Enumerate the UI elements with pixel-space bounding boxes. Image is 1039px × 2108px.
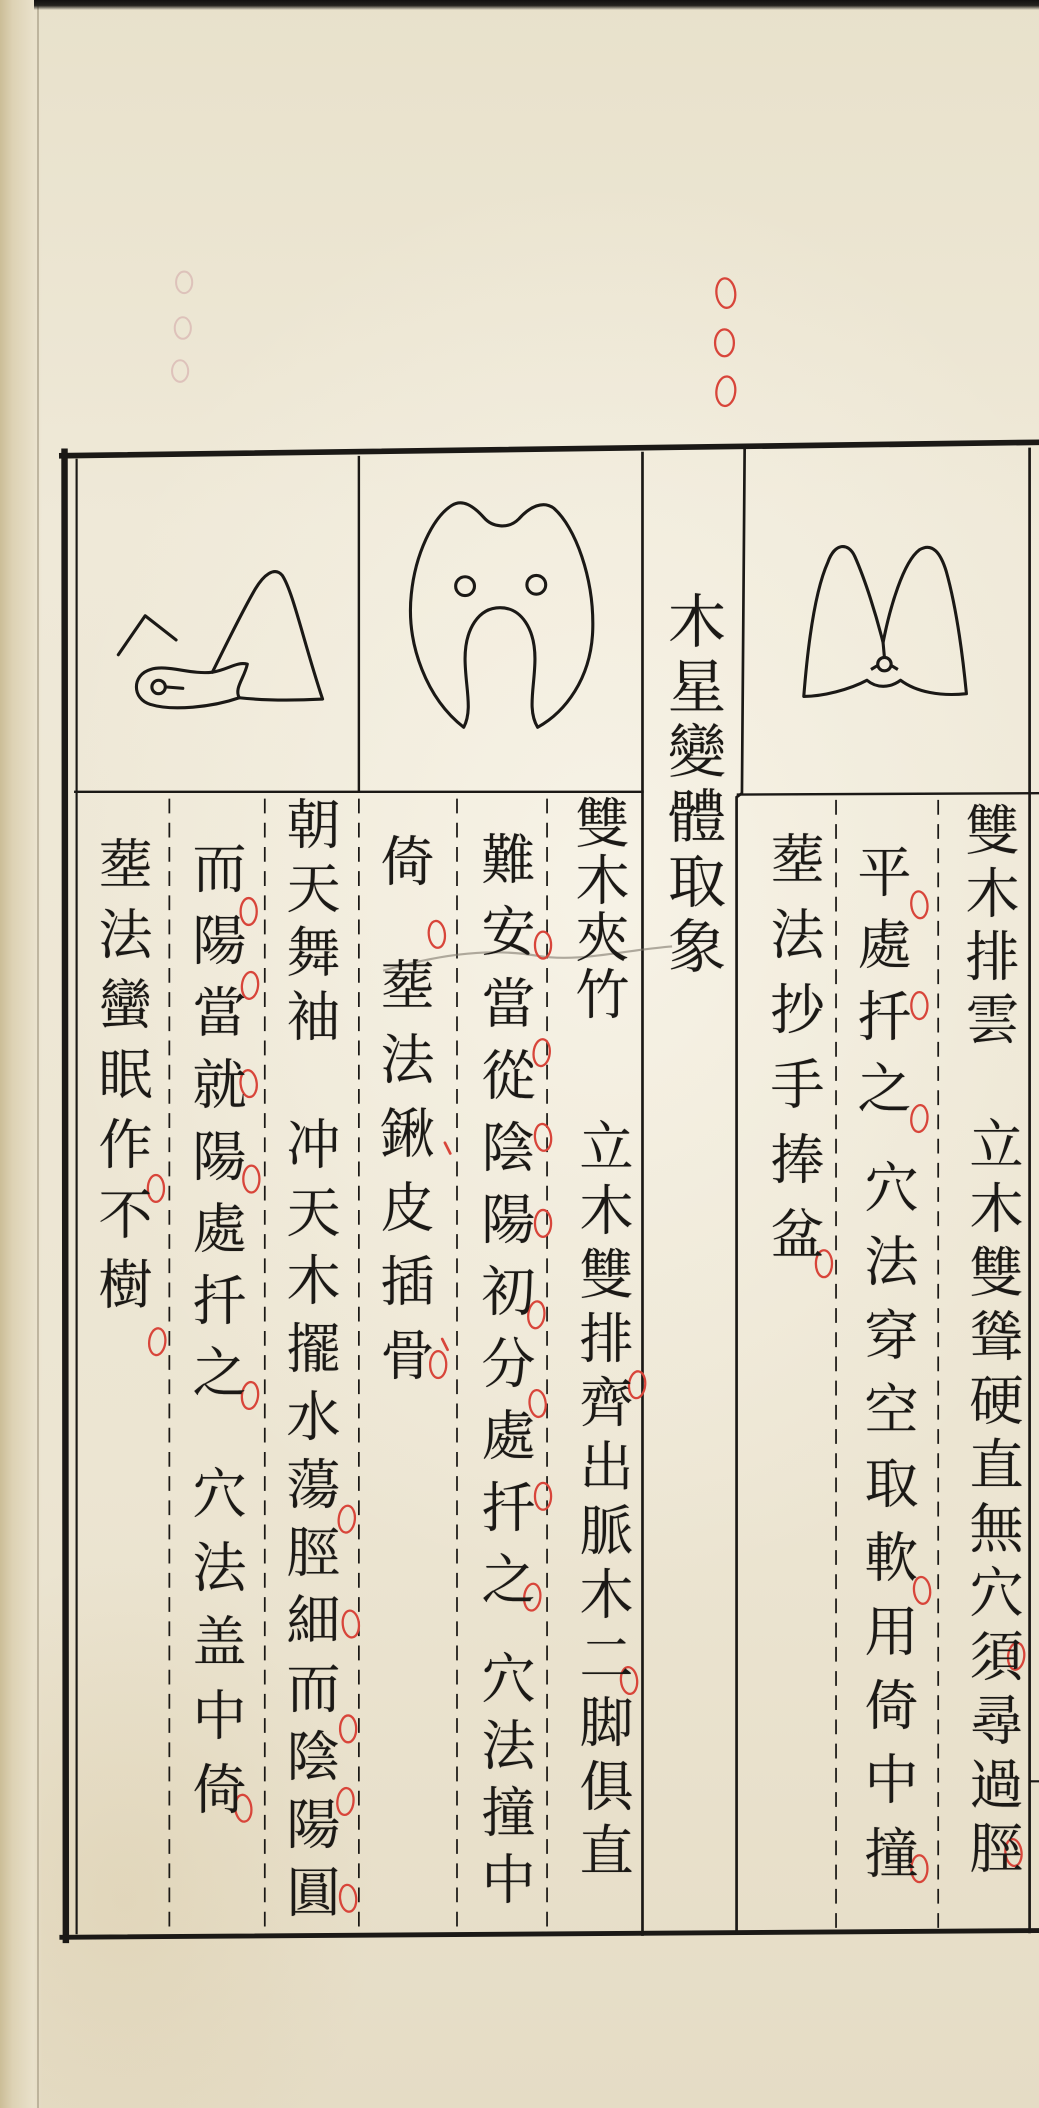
frame-left-border xyxy=(65,452,66,1940)
burial-point-circle xyxy=(878,657,891,670)
sleeve-mountain-icon xyxy=(118,572,322,708)
pattern-description: 冲天木擺水蕩脛細而陰陽圓 xyxy=(278,1116,341,1932)
red-punctuation-circle xyxy=(715,329,734,356)
left-peak-circle xyxy=(456,577,475,596)
double-peak-outline xyxy=(804,547,967,697)
zang-fa-text: 塟法抄手捧盆 xyxy=(762,831,825,1281)
band-divider-right xyxy=(738,793,1039,794)
xue-fa-text: 穴法盖中倚 xyxy=(184,1465,247,1835)
pattern-description-cont: 難安當從陰陽初分處扦之 xyxy=(473,831,536,1623)
red-punctuation-circle xyxy=(910,891,929,919)
red-punctuation-circle xyxy=(535,932,551,959)
horseshoe-mountain-icon xyxy=(410,503,592,727)
bleed-through-circle xyxy=(175,317,191,339)
red-punctuation-circle xyxy=(535,1210,551,1237)
red-punctuation-circle xyxy=(339,1884,358,1912)
xue-fa-text: 穴法穿空取軟用倚中撞 xyxy=(856,1159,919,1899)
pattern-description-cont: 平處扦之 xyxy=(849,844,912,1132)
horseshoe-outline xyxy=(410,503,592,727)
pattern-name: 雙木夾竹 xyxy=(567,795,630,1023)
title-column-right-rule xyxy=(737,449,745,1933)
peak-outline xyxy=(212,572,322,700)
red-punctuation-circle xyxy=(715,277,737,308)
red-punctuation-circle xyxy=(715,376,737,407)
right-peak-circle xyxy=(527,575,546,594)
red-punctuation-circle xyxy=(910,1104,929,1132)
xue-fa-text: 穴法撞中 xyxy=(473,1650,536,1918)
caret-mark xyxy=(118,616,176,655)
zang-fa-text: 塟法蠻眠作不樹 xyxy=(90,836,153,1326)
burial-point-circle xyxy=(152,680,165,693)
frame-bottom-border xyxy=(62,1931,1039,1938)
pattern-description: 立木雙聳硬直無穴須尋過脛 xyxy=(961,1116,1024,1884)
bleed-through-marks xyxy=(172,272,192,382)
double-peak-mountain-icon xyxy=(804,547,967,697)
bleed-through-circle xyxy=(172,360,188,382)
red-tick-mark xyxy=(445,1143,450,1154)
red-punctuation-circle xyxy=(341,1610,360,1638)
pattern-name: 雙木排雲 xyxy=(957,802,1020,1054)
page-title: 木星變體取象 xyxy=(658,591,726,981)
red-tick-mark xyxy=(442,1339,447,1350)
red-punctuation-circle xyxy=(534,1123,553,1151)
pattern-description: 立木雙排齊出脈木二脚俱直 xyxy=(571,1118,634,1886)
red-punctuation-circle xyxy=(148,1327,167,1355)
red-punctuation-circle xyxy=(911,992,927,1019)
zang-fa-text: 塟法鍬皮插骨 xyxy=(372,957,435,1401)
xue-fa-text-cont: 倚 xyxy=(372,833,435,887)
frame-top-border xyxy=(62,442,1039,455)
bleed-through-circle xyxy=(176,272,192,294)
pattern-name: 朝天舞袖 xyxy=(278,796,341,1052)
red-punctuation-circle xyxy=(427,920,446,948)
pattern-description-cont: 而陽當就陽處扦之 xyxy=(184,840,247,1416)
vein-line xyxy=(871,643,898,670)
red-punctuation-circle xyxy=(535,1483,551,1510)
red-punctuation-circle xyxy=(340,1715,356,1742)
vein-line xyxy=(167,687,183,688)
